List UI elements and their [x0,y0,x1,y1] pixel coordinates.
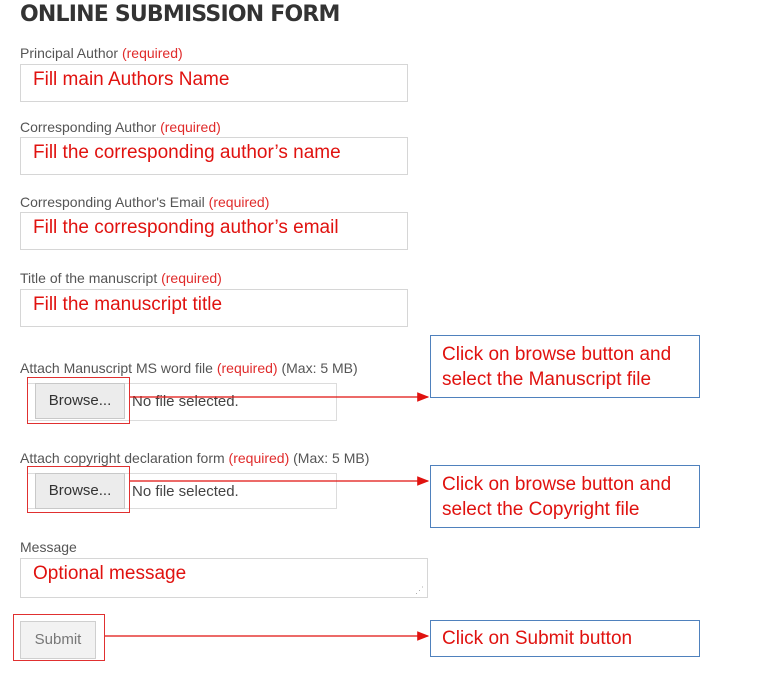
manuscript-browse-button[interactable]: Browse... [35,383,125,419]
required-tag: (required) [216,360,278,376]
required-tag: (required) [228,450,290,466]
principal-author-label-text: Principal Author [20,45,119,61]
manuscript-file-status: No file selected. [132,393,239,410]
max-size-note: (Max: 5 MB) [293,450,370,466]
corresponding-author-input[interactable]: Fill the corresponding author’s name [20,137,408,175]
copyright-file-label-text: Attach copyright declaration form [20,450,225,466]
corresponding-author-label-text: Corresponding Author [20,119,157,135]
required-tag: (required) [160,119,221,135]
corresponding-email-label-text: Corresponding Author's Email [20,194,205,210]
manuscript-title-input[interactable]: Fill the manuscript title [20,289,408,327]
form-title: ONLINE SUBMISSION FORM [20,2,340,27]
manuscript-title-label-text: Title of the manuscript [20,270,158,286]
required-tag: (required) [121,45,183,61]
corresponding-email-input[interactable]: Fill the corresponding author’s email [20,212,408,250]
required-tag: (required) [208,194,270,210]
manuscript-file-label-text: Attach Manuscript MS word file [20,360,213,376]
manuscript-callout: Click on browse button and select the Manuscript file [430,335,700,398]
copyright-file-status: No file selected. [132,483,239,500]
principal-author-input[interactable]: Fill main Authors Name [20,64,408,102]
message-label: Message [20,539,77,555]
required-tag: (required) [161,270,222,286]
message-text: Optional message [33,563,187,584]
copyright-browse-button[interactable]: Browse... [35,473,125,509]
resize-grip-icon[interactable]: ⋰ [415,585,424,595]
max-size-note: (Max: 5 MB) [281,360,358,376]
submit-callout: Click on Submit button [430,620,700,657]
copyright-callout: Click on browse button and select the Copyright file [430,465,700,528]
submit-button[interactable]: Submit [20,621,96,659]
